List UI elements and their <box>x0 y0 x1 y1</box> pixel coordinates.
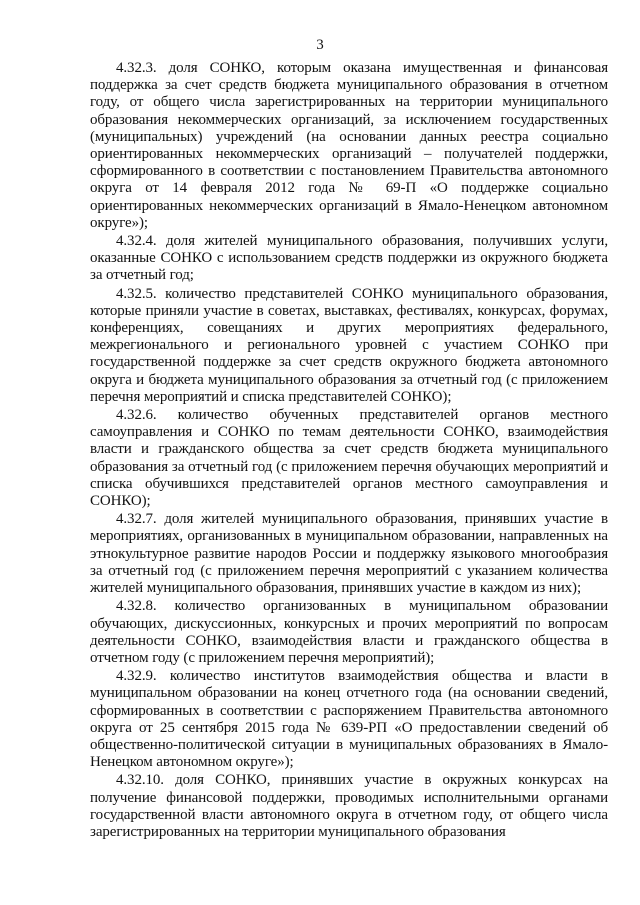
document-body <box>90 60 608 842</box>
paragraph-4-32-7: 4.32.7. доля жителей муниципального образования, принявших участие в мероприятиях, организованных в муниципальном образовании, направленных на этнокультурное развитие народов России и поддержку языкового многообразия за отчетный год (с приложением перечня мероприятий с указанием количества жителей муниципального образования, принявших участие в каждом из них); <box>90 511 608 597</box>
paragraph-4-32-4: 4.32.4. доля жителей муниципального образования, получивших услуги, оказанные СОНКО с использованием средств поддержки из окружного бюджета за отчетный год; <box>90 233 608 284</box>
paragraph-4-32-5: 4.32.5. количество представителей СОНКО муниципального образования, которые приняли участие в советах, выставках, фестивалях, конкурсах, форумах, конференциях, совещаниях и других мероприятиях федерального, межрегионального и регионального уровней с участием СОНКО при государственной поддержке за счет средств окружного бюджета автономного округа и бюджета муниципального образования за отчетный год (с приложением перечня мероприятий и списка представителей СОНКО); <box>90 285 608 405</box>
paragraph-4-32-9: 4.32.9. количество институтов взаимодействия общества и власти в муниципальном образовании на конец отчетного года (на основании сведений, сформированных в соответствии с распоряжением Правительства автономного округа от 25 сентября 2015 года № 639-РП «О предоставлении сведений об общественно-политической ситуации в муниципальных образованиях в Ямало-Ненецком автономном округе»); <box>90 668 608 771</box>
page-number: 3 <box>316 37 324 53</box>
paragraph-4-32-3: 4.32.3. доля СОНКО, которым оказана имущественная и финансовая поддержка за счет средств бюджета муниципального образования в отчетном году, от общего числа зарегистрированных на территории муниципального образования некоммерческих организаций, за исключением государственных (муниципальных) учреждений (на основании данных реестра социально ориентированных некоммерческих организаций – получателей поддержки, сформированного в соответствии с постановлением Правительства автономного округа от 14 февраля 2012 года № 69-П «О поддержке социально ориентированных некоммерческих организаций в Ямало-Ненецком автономном округе»); <box>90 60 608 231</box>
paragraph-4-32-10: 4.32.10. доля СОНКО, принявших участие в окружных конкурсах на получение финансовой поддержки, проводимых исполнительными органами государственной власти автономного округа в отчетном году, от общего числа зарегистрированных на территории муниципального образования <box>90 772 608 840</box>
paragraph-4-32-6: 4.32.6. количество обученных представителей органов местного самоуправления и СОНКО по темам деятельности СОНКО, взаимодействия власти и гражданского общества за счет средств бюджета муниципального образования за отчетный год (с приложением перечня обучающих мероприятий и списка обучившихся представителей органов местного самоуправления и СОНКО); <box>90 407 608 510</box>
paragraph-4-32-8: 4.32.8. количество организованных в муниципальном образовании обучающих, дискуссионных, конкурсных и прочих мероприятий по вопросам деятельности СОНКО, взаимодействия власти и гражданского общества в отчетном году (с приложением перечня мероприятий); <box>90 598 608 666</box>
